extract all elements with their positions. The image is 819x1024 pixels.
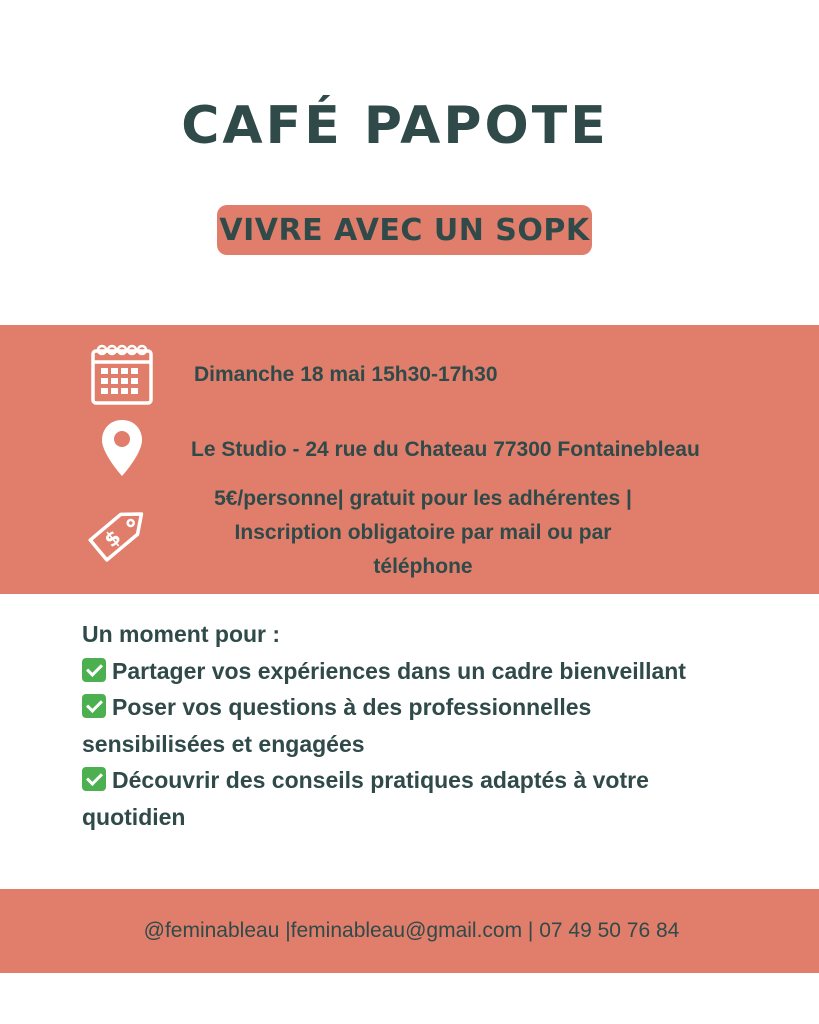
- price-tag-icon: [84, 497, 156, 567]
- list-item: Partager vos expériences dans un cadre bienveillant: [82, 653, 782, 690]
- moment-intro: Un moment pour :: [82, 621, 281, 647]
- checkmark-icon: [82, 694, 106, 718]
- footer-band: [0, 889, 819, 973]
- subtitle-text: VIVRE AVEC UN SOPK: [219, 212, 590, 248]
- event-date: Dimanche 18 mai 15h30-17h30: [194, 363, 498, 386]
- price-line: Inscription obligatoire par mail ou par: [234, 521, 612, 544]
- subtitle-badge: [217, 205, 592, 255]
- list-item: Poser vos questions à des professionnelles: [82, 689, 782, 726]
- list-item-continuation: quotidien: [82, 803, 186, 830]
- calendar-icon: [90, 342, 154, 406]
- checkmark-icon: [82, 767, 106, 791]
- list-item: Découvrir des conseils pratiques adaptés à votre: [82, 762, 782, 799]
- event-location: Le Studio - 24 rue du Chateau 77300 Fontainebleau: [191, 438, 700, 461]
- moment-section: [82, 616, 782, 835]
- price-line: téléphone: [373, 555, 473, 578]
- price-info: [190, 482, 656, 584]
- list-item-continuation: sensibilisées et engagées: [82, 730, 365, 757]
- contact-info: @feminableau |feminableau@gmail.com | 07 49 50 76 84: [143, 919, 680, 942]
- svg-text:$: $: [99, 524, 126, 553]
- checkmark-icon: [82, 658, 106, 682]
- price-line: 5€/personne| gratuit pour les adhérentes |: [214, 487, 632, 510]
- location-pin-icon: [100, 418, 144, 478]
- page-title: CAFÉ PAPOTE: [181, 96, 609, 156]
